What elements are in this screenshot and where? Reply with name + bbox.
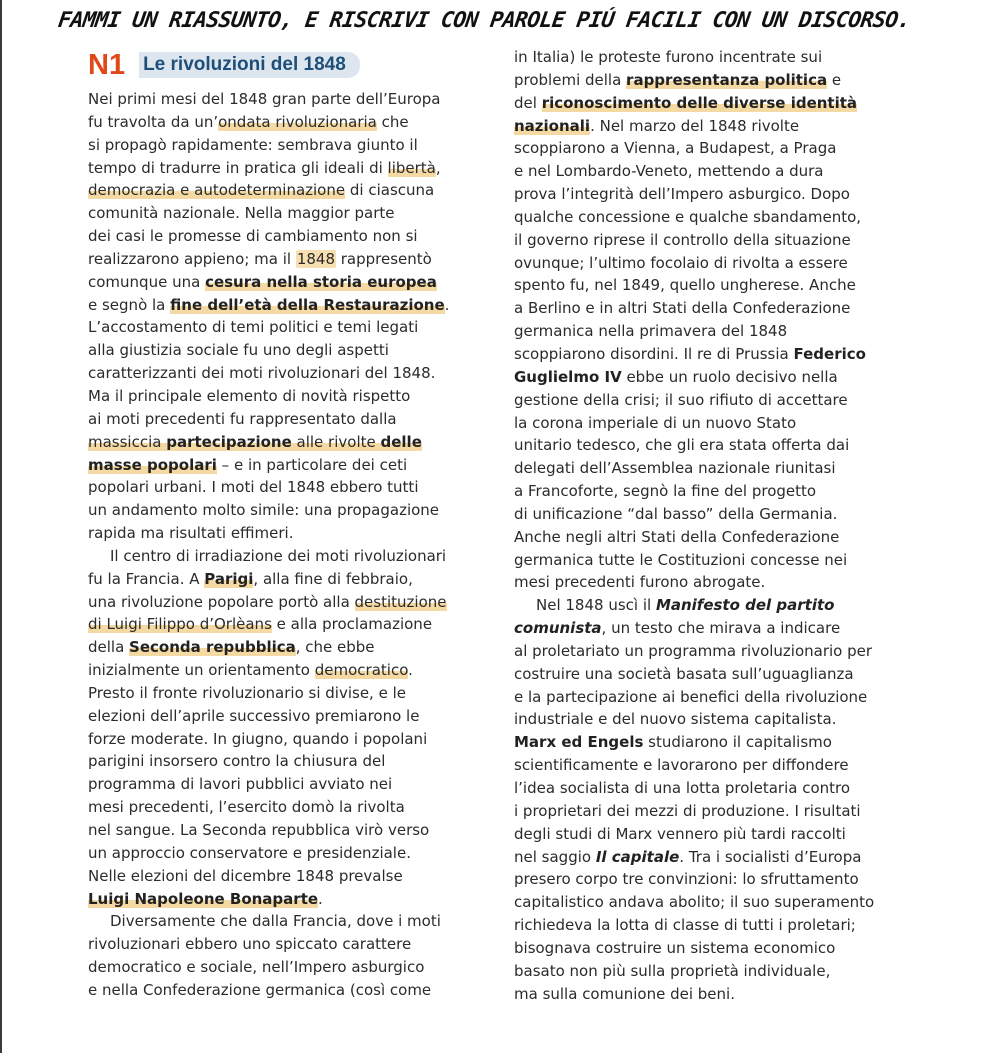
text-line [88,979,498,1002]
text-segment: bisognava costruire un sistema economico [514,938,836,957]
text-line [514,708,924,731]
text-segment: Anche negli altri Stati della Confederazione [514,527,840,546]
text-line [514,115,924,138]
text-line [88,728,498,751]
text-segment: capitalistico andava abolito; il suo superamento [514,893,875,912]
text-line [514,229,924,252]
text-segment: germanica nella primavera del 1848 [514,322,788,341]
text-segment: nel saggio [514,847,596,866]
text-segment: del [514,93,542,112]
text-column-right [514,46,924,1005]
text-segment: programma di lavori pubblici avviato nei [88,775,393,794]
text-segment: scoppiarono disordini. Il re di Prussia [514,344,794,363]
emphasized-text: Parigi [204,569,254,588]
text-line [514,731,924,754]
text-segment: ovunque; l’ultimo focolaio di rivolta a essere [514,253,848,272]
text-line [88,431,498,454]
emphasized-text: libertà [387,158,436,177]
text-line [514,549,924,572]
text-line [88,910,498,933]
text-segment: richiedeva la lotta di classe di tutti i proletari; [514,916,856,935]
emphasized-text: masse popolari [88,455,217,474]
emphasized-text: democratico [314,661,409,680]
text-line [88,454,498,477]
text-line [88,316,498,339]
emphasized-text: comunista [514,619,602,638]
text-line [514,571,924,594]
text-segment: si propagò rapidamente: sembrava giunto il [88,135,418,154]
text-line [514,183,924,206]
text-segment: elezioni dell’aprile successivo premiarono le [88,706,420,725]
emphasized-text: 1848 [296,249,335,268]
text-line [88,842,498,865]
text-line [514,617,924,640]
text-segment: . [444,295,450,314]
text-segment: Nei primi mesi del 1848 gran parte dell’Europa [88,90,441,108]
text-segment: , alla fine di febbraio, [253,569,413,588]
text-segment: degli studi di Marx vennero più tardi raccolti [514,824,846,843]
text-line [88,796,498,819]
text-segment: un andamento molto simile: una propagazione [88,501,440,520]
text-segment: della [88,638,130,657]
text-line [514,69,924,92]
text-line [88,88,498,111]
handwritten-instruction: FAMMI UN RIASSUNTO, E RISCRIVI CON PAROLE PIÚ FACILI CON UN DISCORSO. [56,8,912,33]
text-line [514,823,924,846]
text-line [514,640,924,663]
text-line [88,933,498,956]
text-segment: i proprietari dei mezzi di produzione. I risultati [514,801,861,820]
section-heading [88,42,498,88]
emphasized-text: Il capitale [595,847,680,866]
text-line [514,297,924,320]
emphasized-text: Federico [793,344,866,363]
text-segment: e nella Confederazione germanica (così come [88,980,432,999]
text-segment: , che ebbe [295,638,375,657]
text-segment: un approccio conservatore e presidenziale. [88,843,411,862]
text-line [514,206,924,229]
text-line [88,591,498,614]
text-segment: mesi precedenti furono abrogate. [514,573,766,592]
emphasized-text: ondata rivoluzionaria [218,112,377,131]
emphasized-text: destituzione [354,592,447,611]
text-segment: unitario tedesco, che gli era stata offerta dai [514,436,850,455]
text-segment: qualche concessione e qualche sbandamento, [514,207,862,226]
text-line [514,252,924,275]
text-line [514,937,924,960]
text-line [88,111,498,134]
section-title: Le rivoluzioni del 1848 [139,52,360,79]
text-line [88,476,498,499]
text-segment: , [435,158,441,177]
text-segment: mesi precedenti, l’esercito domò la rivolta [88,798,405,817]
text-line [514,777,924,800]
text-line [514,389,924,412]
text-line [88,385,498,408]
text-segment: presero corpo tre convinzioni: lo sfruttamento [514,870,859,889]
text-line [88,636,498,659]
text-segment: prova l’integrità dell’Impero asburgico. Dopo [514,185,850,204]
text-line [88,248,498,271]
emphasized-text: nazionali [514,116,591,135]
text-segment: l’idea socialista di una lotta proletaria contro [514,779,851,797]
text-column-left [88,46,498,1002]
text-line [88,499,498,522]
text-segment: spento fu, nel 1849, quello ungherese. Anche [514,276,856,295]
text-segment: fu la Francia. A [88,569,205,588]
text-line [88,134,498,157]
text-line [88,545,498,568]
text-line [514,434,924,457]
right-column-body [514,46,924,1005]
text-segment: rappresentò [336,249,432,268]
text-segment: caratterizzanti dei moti rivoluzionari del 1848. [88,364,436,383]
text-line [88,339,498,362]
text-line [88,157,498,180]
text-segment: forze moderate. In giugno, quando i popolani [88,729,428,748]
text-segment: nel sangue. La Seconda repubblica virò verso [88,821,430,839]
text-line [88,956,498,979]
text-line [514,274,924,297]
text-segment: Diversamente che dalla Francia, dove i moti [110,912,441,931]
text-segment: gestione della crisi; il suo rifiuto di accettare [514,390,848,409]
text-line [88,179,498,202]
text-segment: la corona imperiale di un nuovo Stato [514,413,797,432]
text-line [88,865,498,888]
text-line [514,92,924,115]
text-segment: comunque una [88,272,206,291]
emphasized-text: alle rivolte [291,432,381,451]
text-segment: democratico e sociale, nell’Impero asburgico [88,958,425,977]
emphasized-text: fine dell’età della Restaurazione [170,295,445,314]
text-segment: Nel 1848 uscì il [536,596,656,615]
text-segment: di unificazione “dal basso” della Germania. [514,504,838,523]
emphasized-text: Luigi Napoleone Bonaparte [88,889,319,908]
text-line [514,503,924,526]
text-segment: parigini insorsero contro la chiusura del [88,752,386,771]
text-segment: in Italia) le proteste furono incentrate sui [514,48,823,66]
text-line [88,773,498,796]
text-segment: che [376,112,409,131]
text-segment: scientificamente e lavorarono per diffondere [514,756,849,775]
emphasized-text: riconoscimento delle diverse identità [541,93,858,112]
text-line [514,46,924,69]
emphasized-text: Marx ed Engels [514,733,644,752]
text-segment: popolari urbani. I moti del 1848 ebbero tutti [88,478,419,497]
text-line [514,366,924,389]
text-line [88,362,498,385]
text-segment: a Berlino e in altri Stati della Confederazione [514,299,851,318]
text-line [514,914,924,937]
text-segment: Presto il fronte rivoluzionario si divise, e le [88,683,406,702]
text-segment: realizzarono appieno; ma il [88,249,296,268]
emphasized-text: di Luigi Filippo d’Orlèans [88,615,272,634]
text-line [514,846,924,869]
emphasized-text: cesura nella storia europea [205,272,437,291]
text-segment: L’accostamento di temi politici e temi legati [88,318,419,337]
text-line [514,891,924,914]
text-segment: e [827,70,842,89]
text-segment: inizialmente un orientamento [88,661,315,680]
text-line [88,568,498,591]
text-line [514,960,924,983]
text-line [514,526,924,549]
text-line [88,682,498,705]
text-segment: . [408,661,413,680]
emphasized-text: Guglielmo IV [514,367,622,386]
left-border [0,0,2,1053]
section-number: N1 [88,48,126,81]
left-column-body [88,88,498,1002]
text-segment: al proletariato un programma rivoluzionario per [514,641,873,660]
text-segment: tempo di tradurre in pratica gli ideali di [88,158,388,177]
text-segment: comunità nazionale. Nella maggior parte [88,204,395,223]
text-line [514,983,924,1006]
text-line [88,271,498,294]
emphasized-text: partecipazione [166,432,292,451]
text-segment: . Tra i socialisti d’Europa [679,847,862,866]
text-segment: Il centro di irradiazione dei moti rivoluzionari [110,546,447,565]
text-segment: basato non più sulla proprietà individuale, [514,961,831,980]
text-line [514,868,924,891]
text-line [88,705,498,728]
text-segment: . [318,889,323,908]
text-segment: a Francoforte, segnò la fine del progetto [514,482,817,501]
text-segment: fu travolta da un’ [88,112,219,131]
text-segment: di ciascuna [345,181,435,200]
text-line [88,888,498,911]
emphasized-text: Seconda repubblica [129,638,296,657]
text-segment: , un testo che mirava a indicare [601,619,841,638]
text-line [514,137,924,160]
text-segment: industriale e del nuovo sistema capitalista. [514,710,837,729]
emphasized-text: rappresentanza politica [626,70,828,89]
text-segment: e alla proclamazione [271,615,433,634]
text-line [514,412,924,435]
text-segment: ma sulla comunione dei beni. [514,984,735,1003]
text-line [88,819,498,842]
text-segment: costruire una società basata sull’uguaglianza [514,664,854,683]
text-segment: Ma il principale elemento di novità rispetto [88,386,411,405]
text-line [514,343,924,366]
text-line [88,750,498,773]
text-segment: una rivoluzione popolare portò alla [88,592,355,611]
text-line [514,320,924,343]
text-segment: rivoluzionari ebbero uno spiccato carattere [88,935,412,954]
text-segment: e la partecipazione ai benefici della rivoluzione [514,687,868,706]
text-segment: – e in particolare dei ceti [216,455,408,474]
text-segment: e segnò la [88,295,171,314]
text-line [514,160,924,183]
text-segment: dei casi le promesse di cambiamento non si [88,227,418,246]
text-line [88,294,498,317]
text-line [88,225,498,248]
text-segment: ai moti precedenti fu rappresentato dalla [88,409,397,428]
emphasized-text: Manifesto del partito [655,596,835,615]
text-segment: ebbe un ruolo decisivo nella [621,367,838,386]
text-segment: problemi della [514,70,627,89]
text-line [88,659,498,682]
text-segment: germanica tutte le Costituzioni concesse nei [514,550,848,569]
emphasized-text: delle [380,432,422,451]
text-line [88,408,498,431]
text-line [88,613,498,636]
text-segment: e nel Lombardo-Veneto, mettendo a dura [514,162,824,181]
text-line [514,457,924,480]
emphasized-text: democrazia e autodeterminazione [88,181,346,200]
text-line [514,800,924,823]
text-line [514,686,924,709]
text-line [514,594,924,617]
text-line [88,202,498,225]
emphasized-text: massiccia [88,432,167,451]
text-segment: il governo riprese il controllo della situazione [514,230,851,249]
text-segment: . Nel marzo del 1848 rivolte [590,116,800,135]
text-segment: alla giustizia sociale fu uno degli aspetti [88,341,389,360]
text-line [514,754,924,777]
text-segment: scoppiarono a Vienna, a Budapest, a Praga [514,139,837,158]
text-segment: Nelle elezioni del dicembre 1848 prevalse [88,866,403,885]
text-segment: rapida ma risultati effimeri. [88,524,294,543]
text-line [514,663,924,686]
text-line [514,480,924,503]
text-segment: delegati dell’Assemblea nazionale riunitasi [514,459,836,478]
text-line [88,522,498,545]
text-segment: studiarono il capitalismo [643,733,832,752]
